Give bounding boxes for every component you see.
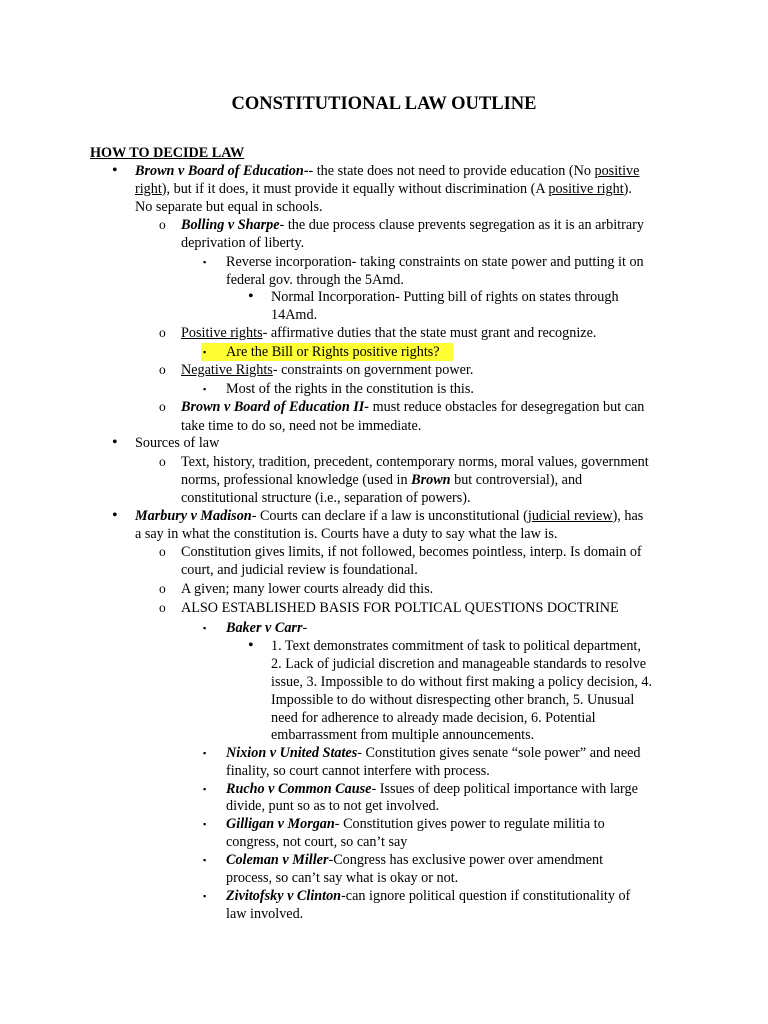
bullet-disc: • — [248, 637, 254, 654]
sources-line-2: norms, professional knowledge (used in Brown but controversial), and — [181, 472, 583, 488]
nixon-line-1: Nixion v United States- Constitution gives senate “sole power” and need — [226, 745, 641, 761]
normal-line-2: 14Amd. — [271, 307, 318, 323]
case-name: Marbury v Madison — [135, 508, 252, 524]
case-name: Brown v Board of Education — [135, 163, 304, 179]
normal-line-1: Normal Incorporation- Putting bill of rights on states through — [271, 289, 619, 305]
case-name: Gilligan v Morgan — [226, 816, 335, 832]
case-name: Baker v Carr — [226, 620, 303, 636]
zivi-line-2: law involved. — [226, 906, 304, 922]
limits-line-2: court, and judicial review is foundational. — [181, 562, 418, 578]
bullet-circle: o — [159, 399, 166, 414]
sources-label: Sources of law — [135, 435, 220, 451]
rucho-line-1: Rucho v Common Cause- Issues of deep political importance with large — [226, 781, 638, 797]
bullet-disc: • — [248, 288, 254, 305]
bolling-line-1: Bolling v Sharpe- the due process clause prevents segregation as it is an arbitrary — [181, 217, 644, 233]
also-established-line: ALSO ESTABLISHED BASIS FOR POLTICAL QUESTIONS DOCTRINE — [181, 600, 619, 616]
case-name: Brown — [411, 472, 451, 488]
bullet-circle: o — [159, 217, 166, 232]
bullet-square: ▪ — [203, 819, 207, 829]
marbury-line-1: Marbury v Madison- Courts can declare if a law is unconstitutional (judicial review), has — [135, 508, 644, 524]
given-line: A given; many lower courts already did this. — [181, 581, 434, 597]
bullet-square: ▪ — [203, 891, 207, 901]
section-heading: HOW TO DECIDE LAW — [90, 145, 245, 161]
bullet-circle: o — [159, 544, 166, 559]
baker-line: embarrassment from multiple announcements. — [271, 727, 535, 743]
baker-line: 1. Text demonstrates commitment of task to political department, — [271, 638, 641, 654]
brown2-line-1: Brown v Board of Education II- must reduce obstacles for desegregation but can — [181, 399, 645, 415]
sources-line-3: constitutional structure (i.e., separation of powers). — [181, 490, 471, 506]
reverse-line-2: federal gov. through the 5Amd. — [226, 272, 404, 288]
negative-rights-line: Negative Rights- constraints on government power. — [181, 362, 474, 378]
bullet-circle: o — [159, 362, 166, 377]
zivi-line-1: Zivitofsky v Clinton-can ignore political question if constitutionality of — [226, 888, 631, 904]
underlined-term: Positive rights — [181, 325, 263, 341]
bullet-square: ▪ — [203, 384, 207, 394]
gilligan-line-2: congress, not court, so can’t say — [226, 834, 408, 850]
document-title: CONSTITUTIONAL LAW OUTLINE — [231, 94, 537, 114]
bullet-circle: o — [159, 325, 166, 340]
bullet-square: ▪ — [203, 855, 207, 865]
bullet-disc: • — [112, 507, 118, 524]
baker-line: issue, 3. Impossible to do without first making a policy decision, 4. — [271, 674, 653, 690]
case-name: Brown v Board of Education II- — [181, 399, 370, 415]
baker-heading: Baker v Carr- — [226, 620, 308, 636]
reverse-line-1: Reverse incorporation- taking constraints on state power and putting it on — [226, 254, 644, 270]
brown-line-2: right), but if it does, it must provide it equally without discrimination (A positive right). — [135, 181, 632, 197]
case-name: Nixion v United States — [226, 745, 358, 761]
highlighted-question — [201, 343, 453, 361]
bullet-square: ▪ — [203, 347, 207, 357]
most-rights-line: Most of the rights in the constitution is this. — [226, 381, 474, 397]
baker-line: 2. Lack of judicial discretion and manageable standards to resolve — [271, 656, 647, 672]
case-name: Rucho v Common Cause — [226, 781, 372, 797]
coleman-line-2: process, so can’t say what is okay or not. — [226, 870, 459, 886]
underlined-term: right — [135, 181, 162, 197]
marbury-line-2: a say in what the constitution is. Courts have a duty to say what the law is. — [135, 526, 558, 542]
bullet-square: ▪ — [203, 623, 207, 633]
case-name: Zivitofsky v Clinton — [226, 888, 342, 904]
underlined-term: positive — [594, 163, 640, 179]
case-name: Bolling v Sharpe — [181, 217, 280, 233]
bullet-disc: • — [112, 434, 118, 451]
underlined-term: positive right — [548, 181, 624, 197]
limits-line-1: Constitution gives limits, if not followed, becomes pointless, interp. Is domain of — [181, 544, 642, 560]
bullet-square: ▪ — [203, 257, 207, 267]
highlight-text: Are the Bill or Rights positive rights? — [226, 344, 440, 360]
underlined-term: judicial review — [527, 508, 613, 524]
brown-line-1: Brown v Board of Education-- the state does not need to provide education (No positive — [135, 163, 640, 179]
bullet-square: ▪ — [203, 784, 207, 794]
sources-line-1: Text, history, tradition, precedent, contemporary norms, moral values, government — [181, 454, 649, 470]
bullet-circle: o — [159, 600, 166, 615]
baker-line: need for adherence to already made decision, 6. Potential — [271, 710, 596, 726]
bullet-circle: o — [159, 454, 166, 469]
bullet-square: ▪ — [203, 748, 207, 758]
coleman-line-1: Coleman v Miller-Congress has exclusive power over amendment — [226, 852, 604, 868]
baker-line: Impossible to do without disrespecting other branch, 5. Unusual — [271, 692, 635, 708]
rucho-line-2: divide, punt so as to not get involved. — [226, 798, 440, 814]
bullet-disc: • — [112, 162, 118, 179]
gilligan-line-1: Gilligan v Morgan- Constitution gives power to regulate militia to — [226, 816, 605, 832]
bullet-circle: o — [159, 581, 166, 596]
case-name: Coleman v Miller — [226, 852, 329, 868]
brown2-line-2: take time to do so, need not be immediate. — [181, 418, 422, 434]
bolling-line-2: deprivation of liberty. — [181, 235, 305, 251]
positive-rights-line: Positive rights- affirmative duties that the state must grant and recognize. — [181, 325, 597, 341]
underlined-term: Negative Rights — [181, 362, 273, 378]
nixon-line-2: finality, so court cannot interfere with process. — [226, 763, 490, 779]
brown-line-3: No separate but equal in schools. — [135, 199, 323, 215]
